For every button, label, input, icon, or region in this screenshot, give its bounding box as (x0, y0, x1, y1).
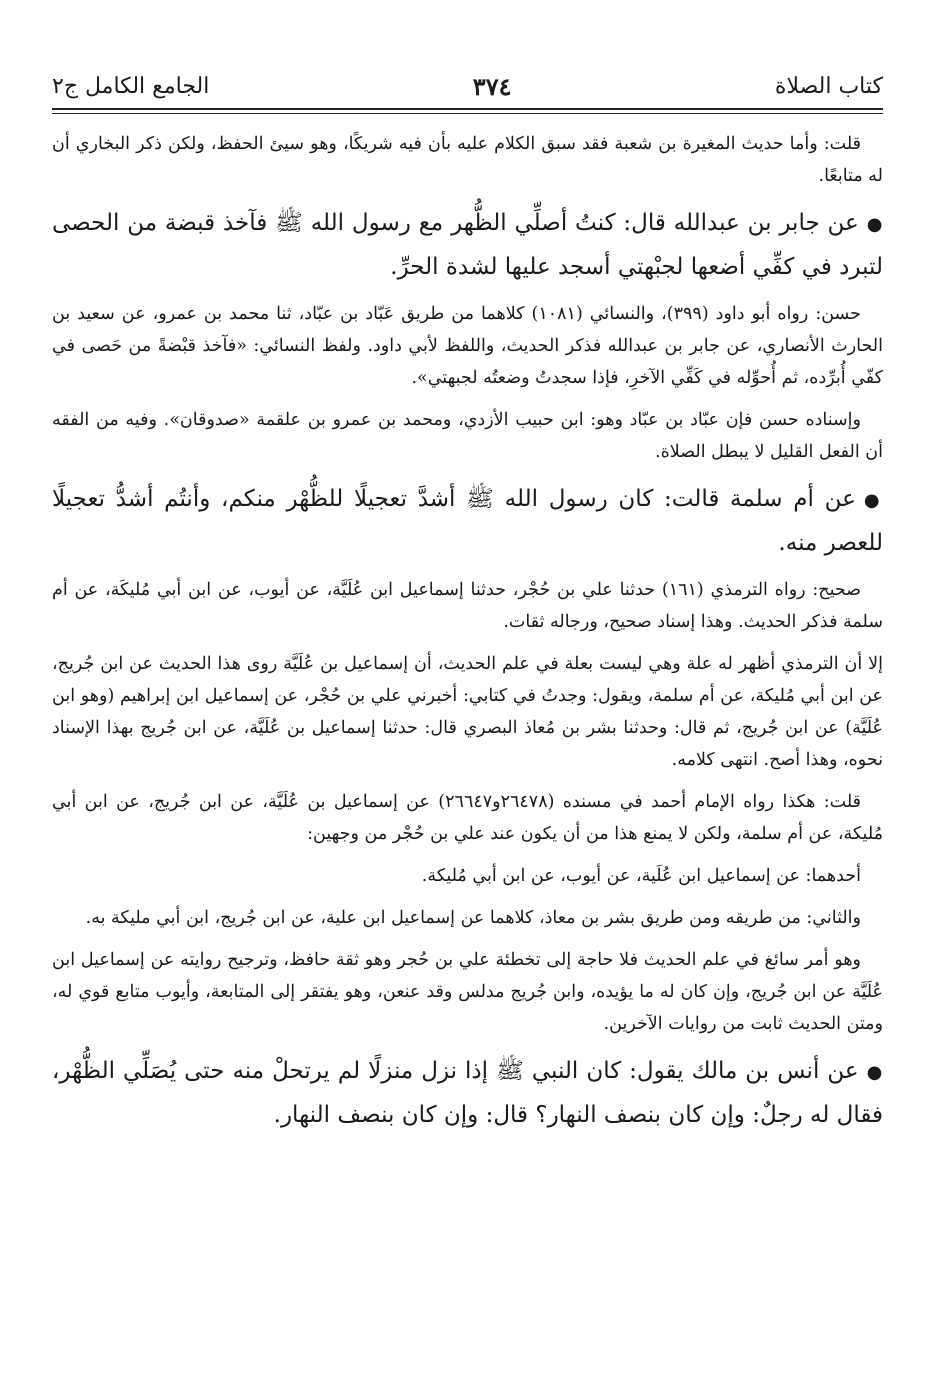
header-book-title: الجامع الكامل ج٢ (52, 74, 210, 99)
commentary-paragraph: إلا أن الترمذي أظهر له علة وهي ليست بعلة في علم الحديث، أن إسماعيل بن عُلَيَّة روى هذا الحديث عن ابن جُريج، عن ابن أبي مُليكة، عن أم سلمة، ويقول: وجدتُ في كتابي: أخبرني علي بن حُجْر، عن إسماعيل ابن إبراهيم (وهو ابن عُلَيَّة) عن ابن جُريج، ثم قال: وحدثنا بشر بن مُعاذ البصري قال: حدثنا إسماعيل بن عُلَيَّة، عن ابن جُريج بهذا الإسناد نحوه، وهذا أصح. انتهى كلامه. (52, 654, 883, 770)
hadith-text (52, 1050, 883, 1136)
hadith-body: عن أم سلمة قالت: كان رسول الله ﷺ أشدَّ تعجيلًا للظُّهْر منكم، وأنتُم أشدُّ تعجيلًا للعصر منه. (52, 486, 883, 556)
commentary-paragraph: أحدهما: عن إسماعيل ابن عُلَية، عن أيوب، عن ابن أبي مُليكة. (421, 866, 861, 886)
header-rule-thick (52, 108, 883, 110)
commentary-paragraph: وإسناده حسن فإن عبّاد بن عبّاد وهو: ابن حبيب الأزدي، ومحمد بن عمرو بن علقمة «صدوقان». وفيه من الفقه أن الفعل القليل لا يبطل الصلاة. (52, 410, 883, 462)
takhrij-paragraph: حسن: رواه أبو داود (٣٩٩)، والنسائي (١٠٨١) كلاهما من طريق عَبّاد بن عبّاد، ثنا محمد بن عمرو، عن سعيد بن الحارث الأنصاري، عن جابر بن عبدالله فذكر الحديث، واللفظ لأبي داود. ولفظ النسائي: «فآخذ قبْضةً من حَصى في كفّي أُبرِّده، ثم أُحوِّله في كَفِّي الآخرِ، فإذا سجدتُ وضعتُه لجبهتي». (52, 304, 883, 388)
page-header (52, 62, 883, 102)
commentary-paragraph: قلت: هكذا رواه الإمام أحمد في مسنده (٢٦٤٧٨و٢٦٦٤٧) عن إسماعيل بن عُلَيَّة، عن ابن جُريج، عن ابن أبي مُليكة، عن أم سلمة، ولكن لا يمنع هذا من أن يكون عند علي بن حُجْر من وجهين: (52, 792, 883, 844)
hadith-text (52, 478, 883, 564)
page-number: ٣٧٤ (472, 72, 512, 101)
hadith-text (52, 202, 883, 288)
takhrij-paragraph: صحيح: رواه الترمذي (١٦١) حدثنا علي بن حُجْر، حدثنا إسماعيل ابن عُلَيَّة، عن أيوب، عن ابن أبي مُليكَة، عن أم سلمة فذكر الحديث. وهذا إسناد صحيح، ورجاله ثقات. (52, 580, 883, 632)
commentary-paragraph: والثاني: من طريقه ومن طريق بشر بن معاذ، كلاهما عن إسماعيل ابن علية، عن ابن جُريج، ابن أبي مليكة به. (85, 908, 861, 928)
commentary-paragraph: قلت: وأما حديث المغيرة بن شعبة فقد سبق الكلام عليه بأن فيه شريكًا، وهو سيئ الحفظ، ولكن ذكر البخاري أن له متابعًا. (52, 134, 883, 186)
hadith-body: عن أنس بن مالك يقول: كان النبي ﷺ إذا نزل منزلًا لم يرتحلْ منه حتى يُصَلِّي الظُّهْر، فقال له رجلٌ: وإن كان بنصف النهار؟ قال: وإن كان بنصف النهار. (52, 1058, 883, 1128)
hadith-body: عن جابر بن عبدالله قال: كنتُ أصلِّي الظُّهر مع رسول الله ﷺ فآخذ قبضة من الحصى لتبرد في كفِّي أضعها لجبْهتي أسجد عليها لشدة الحرِّ. (52, 210, 883, 280)
header-rule-thin (52, 113, 883, 114)
header-chapter-title: كتاب الصلاة (774, 74, 883, 99)
hadith-bullet: ● (866, 1062, 883, 1083)
hadith-bullet: ● (863, 490, 883, 511)
hadith-bullet: ● (866, 214, 883, 235)
page-body (52, 128, 883, 1136)
commentary-paragraph: وهو أمر سائغ في علم الحديث فلا حاجة إلى تخطئة علي بن حُجر وهو ثقة حافظ، وترجيح روايته عن إسماعيل ابن عُلَيَّة عن ابن جُريج، وإن كان له ما يؤيده، وابن جُريج مدلس وقد عنعن، وهو يفتقر إلى المتابعة، وأيوب متابع قوي له، ومتن الحديث ثابت من روايات الآخرين. (52, 950, 883, 1034)
